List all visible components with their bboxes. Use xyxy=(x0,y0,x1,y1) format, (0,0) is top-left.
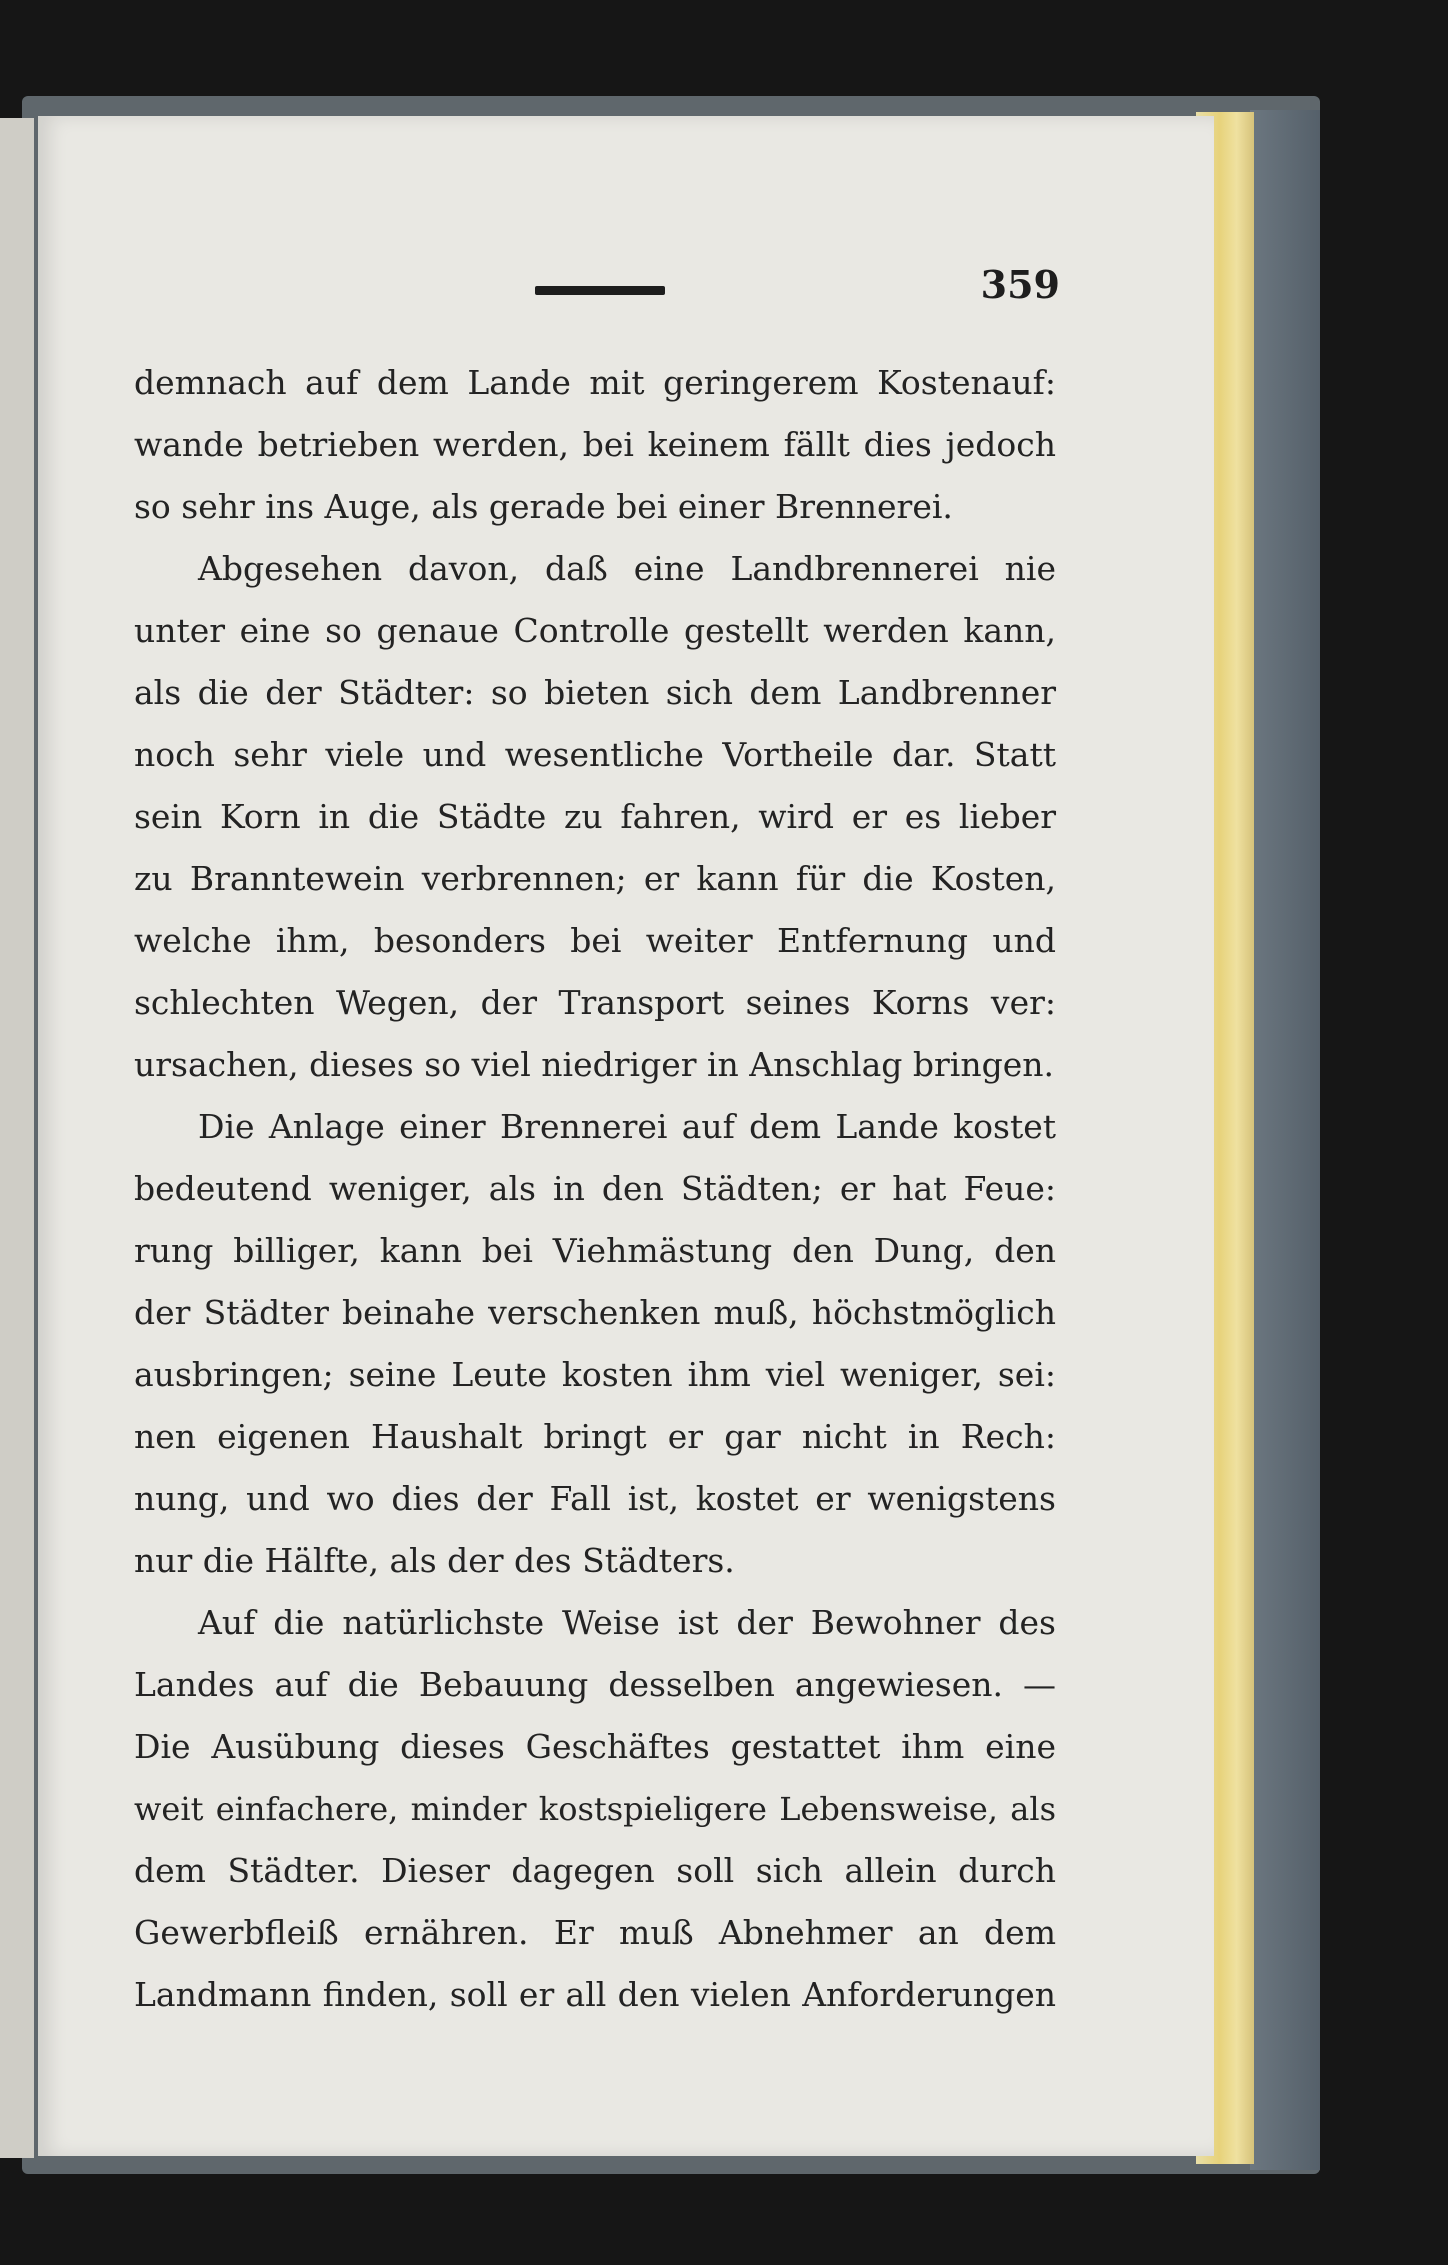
text-line: weit einfachere, minder kostspieligere Lebensweise, als xyxy=(134,1790,1056,1828)
text-line: wande betrieben werden, bei keinem fällt dies jedoch xyxy=(134,425,1056,464)
text-line: nung, und wo dies der Fall ist, kostet er wenigstens xyxy=(134,1479,1056,1518)
text-line: Landmann finden, soll er all den vielen Anforderungen xyxy=(134,1975,1056,2014)
text-line: Abgesehen davon, daß eine Landbrennerei nie xyxy=(198,549,1056,588)
text-line: Gewerbfleiß ernähren. Er muß Abnehmer an dem xyxy=(134,1913,1056,1952)
text-line: sein Korn in die Städte zu fahren, wird er es lieber xyxy=(134,797,1056,836)
text-line: nur die Hälfte, als der des Städters. xyxy=(134,1541,735,1580)
text-line: so sehr ins Auge, als gerade bei einer Brennerei. xyxy=(134,487,953,526)
text-line: bedeutend weniger, als in den Städten; er hat Feue: xyxy=(134,1169,1056,1208)
text-line: zu Branntewein verbrennen; er kann für die Kosten, xyxy=(134,859,1056,898)
text-line: dem Städter. Dieser dagegen soll sich allein durch xyxy=(134,1851,1056,1890)
text-line: Die Ausübung dieses Geschäftes gestattet ihm eine xyxy=(134,1727,1056,1766)
text-line: schlechten Wegen, der Transport seines Korns ver: xyxy=(134,983,1056,1022)
text-line: Landes auf die Bebauung desselben angewiesen. — xyxy=(134,1665,1056,1704)
text-line: Die Anlage einer Brennerei auf dem Lande kostet xyxy=(198,1107,1056,1146)
header-rule xyxy=(535,286,665,295)
text-line: welche ihm, besonders bei weiter Entfernung und xyxy=(134,921,1056,960)
text-line: unter eine so genaue Controlle gestellt werden kann, xyxy=(134,611,1056,650)
text-line: der Städter beinahe verschenken muß, höchstmöglich xyxy=(134,1293,1056,1332)
text-line: als die der Städter: so bieten sich dem Landbrenner xyxy=(134,673,1056,712)
text-line: nen eigenen Haushalt bringt er gar nicht in Rech: xyxy=(134,1417,1056,1456)
text-line: ausbringen; seine Leute kosten ihm viel weniger, sei: xyxy=(134,1355,1056,1394)
previous-page-edge xyxy=(0,118,34,2158)
page-number: 359 xyxy=(980,262,1060,307)
book-board-edge xyxy=(1250,110,1320,2170)
text-line: ursachen, dieses so viel niedriger in Anschlag bringen. xyxy=(134,1045,1055,1084)
text-line: demnach auf dem Lande mit geringerem Kostenauf: xyxy=(134,363,1056,402)
text-line: Auf die natürlichste Weise ist der Bewohner des xyxy=(198,1603,1056,1642)
text-line: rung billiger, kann bei Viehmästung den Dung, den xyxy=(134,1231,1056,1270)
body-text xyxy=(134,352,1056,2026)
text-line: noch sehr viele und wesentliche Vortheile dar. Statt xyxy=(134,735,1056,774)
